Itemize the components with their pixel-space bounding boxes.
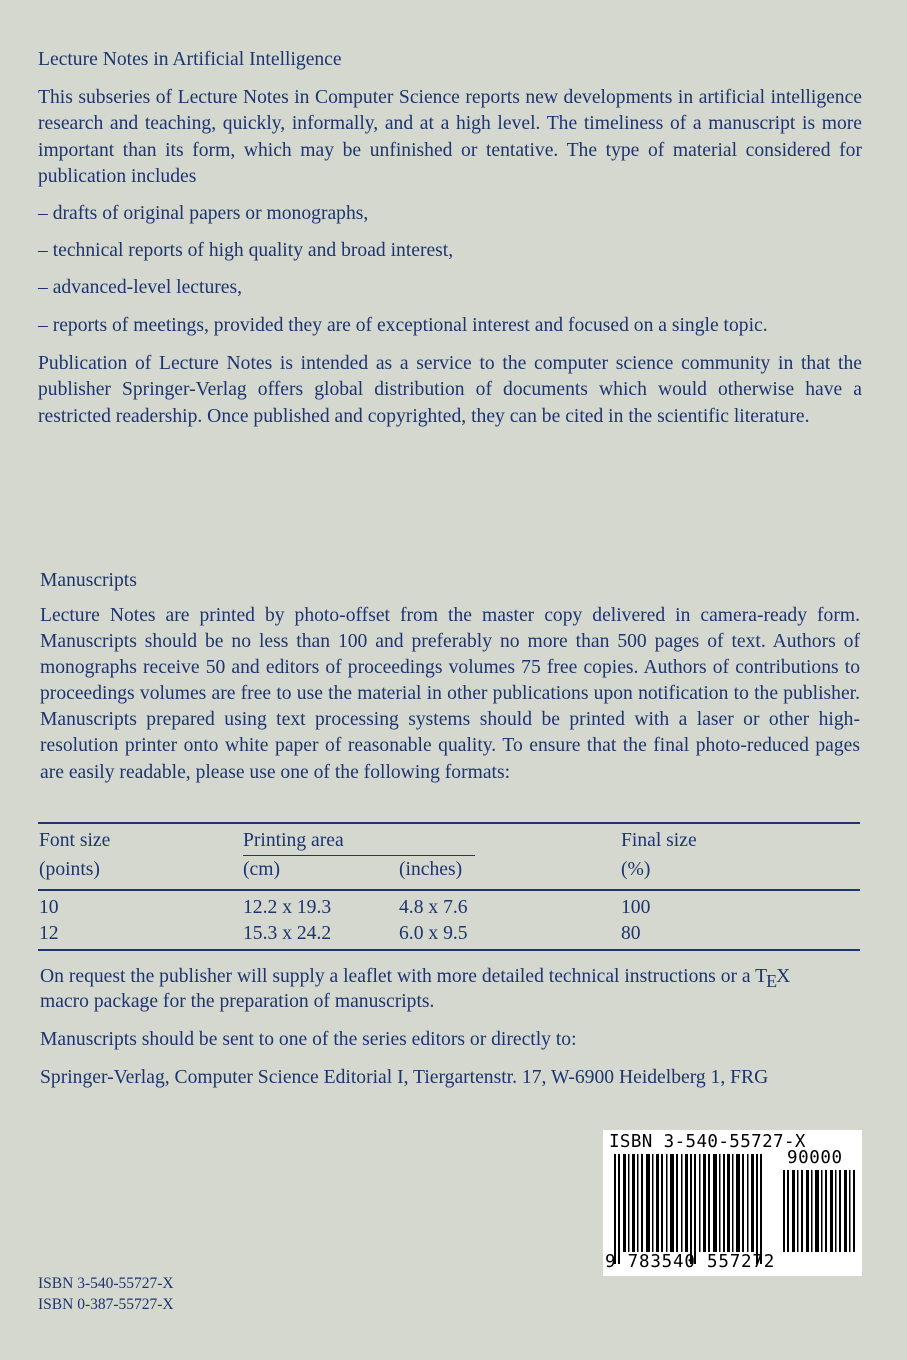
manuscripts-paragraph: Lecture Notes are printed by photo-offset from the master copy delivered in camera-ready form. Manuscripts should be no less than 100 and preferably no more than 500 pages of text. Authors of monographs receive 50 and editors of proceedings volumes 75 free copies. Authors of contributions to proceedings volumes are free to use the material in other publications upon notification to the publisher. Manuscripts prepared using text processing systems should be printed with a laser or other high-resolution printer onto white paper of reasonable quality. To ensure that the final photo-reduced pages are easily readable, please use one of the following formats: bbox=[40, 605, 860, 783]
bullet-item: – drafts of original papers or monographs, bbox=[38, 203, 369, 224]
row-final-size: 80 bbox=[621, 923, 641, 944]
isbn-line: ISBN 0-387-55727-X bbox=[38, 1296, 174, 1313]
bullet-item: – technical reports of high quality and broad interest, bbox=[38, 240, 454, 261]
col-font-size-header: Font size bbox=[39, 830, 111, 851]
row-font-size: 12 bbox=[39, 923, 59, 944]
table-bottom-rule bbox=[38, 949, 860, 951]
printing-area-rule bbox=[243, 855, 475, 856]
intro-paragraph: This subseries of Lecture Notes in Computer Science reports new developments in artificial intelligence research and teaching, quickly, informally, and at a high level. The timeliness of a manuscript is more important than its form, which may be unfinished or tentative. The type of material considered for publication includes bbox=[38, 87, 862, 187]
row-cm: 15.3 x 24.2 bbox=[243, 923, 332, 944]
publication-paragraph: Publication of Lecture Notes is intended as a service to the computer science community in that the publisher Springer-Verlag offers global distribution of documents which would otherwise have a restricted readership. Once published and copyrighted, they can be cited in the scientific literature. bbox=[38, 353, 862, 427]
col-printing-area-header: Printing area bbox=[243, 830, 344, 851]
table-header-rule bbox=[38, 889, 860, 891]
row-inches: 6.0 x 9.5 bbox=[399, 923, 468, 944]
send-to-text: Manuscripts should be sent to one of the series editors or directly to: bbox=[40, 1029, 577, 1050]
isbn-barcode bbox=[603, 1130, 862, 1276]
col-final-size-unit: (%) bbox=[621, 859, 651, 880]
col-font-size-unit: (points) bbox=[39, 859, 100, 880]
row-font-size: 10 bbox=[39, 897, 59, 918]
barcode-price-addon: 90000 bbox=[787, 1148, 843, 1168]
row-cm: 12.2 x 19.3 bbox=[243, 897, 332, 918]
barcode-digits: 9 783540 557272 bbox=[605, 1252, 776, 1272]
row-final-size: 100 bbox=[621, 897, 651, 918]
manuscripts-title: Manuscripts bbox=[40, 570, 137, 591]
request-line-1: On request the publisher will supply a leaflet with more detailed technical instructions or a TEX bbox=[40, 966, 791, 991]
barcode-isbn-label: ISBN 3-540-55727-X bbox=[609, 1132, 806, 1152]
col-cm-unit: (cm) bbox=[243, 859, 280, 880]
bullet-item: – advanced-level lectures, bbox=[38, 277, 242, 298]
isbn-line: ISBN 3-540-55727-X bbox=[38, 1275, 174, 1292]
col-final-size-header: Final size bbox=[621, 830, 697, 851]
publisher-address: Springer-Verlag, Computer Science Editorial I, Tiergartenstr. 17, W-6900 Heidelberg 1, FRG bbox=[40, 1067, 769, 1088]
table-top-rule bbox=[38, 822, 860, 824]
col-inches-unit: (inches) bbox=[399, 859, 463, 880]
series-title: Lecture Notes in Artificial Intelligence bbox=[38, 49, 342, 70]
bullet-item: – reports of meetings, provided they are of exceptional interest and focused on a single topic. bbox=[38, 315, 768, 336]
request-line-2: macro package for the preparation of manuscripts. bbox=[40, 991, 435, 1012]
row-inches: 4.8 x 7.6 bbox=[399, 897, 468, 918]
